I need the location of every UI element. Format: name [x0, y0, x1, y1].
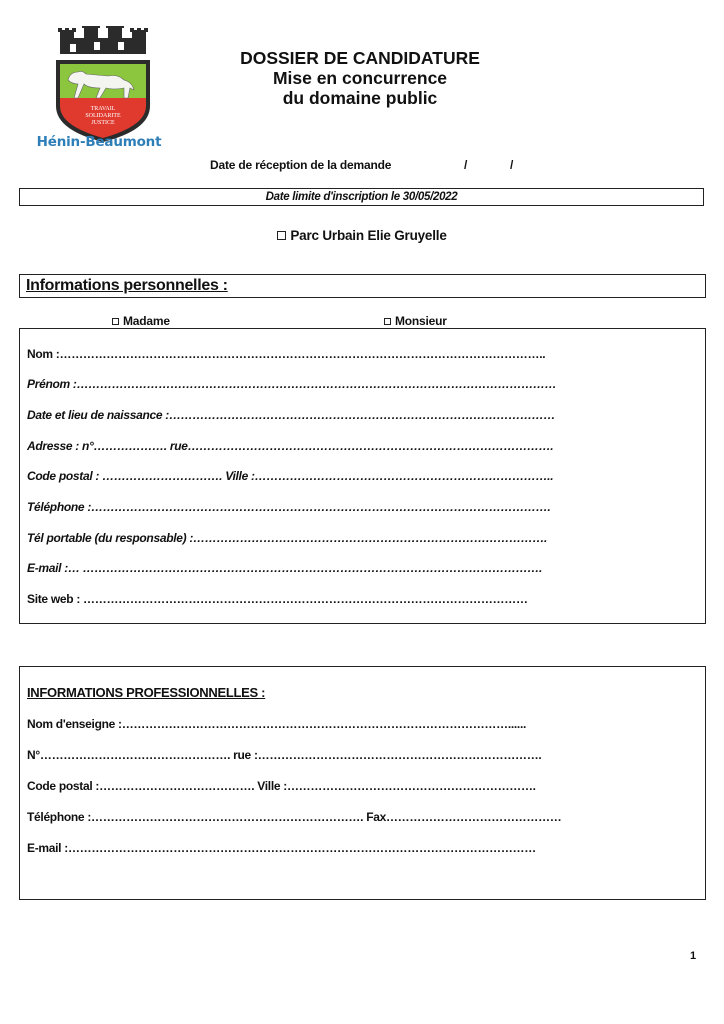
field-pro-email[interactable]: E-mail :…………………………………………………………………………………………………………	[27, 841, 536, 855]
field-site-web[interactable]: Site web : ……………………………………………………………………………………………………	[27, 592, 528, 606]
date-separator: /	[510, 158, 514, 172]
madame-checkbox[interactable]	[112, 318, 119, 325]
page-number: 1	[690, 950, 697, 962]
professional-section-title: INFORMATIONS PROFESSIONNELLES :	[27, 685, 266, 700]
motto-line: SOLIDARITE	[85, 113, 121, 119]
deadline-text: Date limite d'inscription le 30/05/2022	[265, 191, 458, 203]
city-name: Hénin-Beaumont	[36, 134, 162, 150]
site-option[interactable]	[0, 228, 724, 243]
field-telephone[interactable]: Téléphone :……………………………………………………………………………………………………….	[27, 500, 551, 514]
reception-date-label: Date de réception de la demande	[210, 158, 392, 172]
field-code-postal-ville[interactable]: Code postal : …………………………. Ville :…………………………………………………………………..	[27, 469, 554, 483]
monsieur-checkbox[interactable]	[384, 318, 391, 325]
field-pro-code-postal-ville[interactable]: Code postal :…………………………………. Ville :……………………………………………………….	[27, 779, 536, 793]
title-line: DOSSIER DE CANDIDATURE	[240, 48, 480, 68]
field-pro-telephone-fax[interactable]: Téléphone :……………………………………………………………. Fax………………………………………	[27, 810, 562, 824]
deadline-banner	[19, 188, 704, 206]
title-line: Mise en concurrence	[272, 68, 448, 88]
coat-of-arms-icon	[48, 26, 158, 144]
site-checkbox[interactable]	[277, 231, 286, 240]
motto-line: JUSTICE	[91, 120, 115, 126]
document-title	[190, 48, 530, 108]
field-email[interactable]: E-mail :… ……………………………………………………………………………………………………….	[27, 561, 543, 575]
monsieur-label: Monsieur	[395, 314, 447, 328]
field-prenom[interactable]: Prénom :……………………………………………………………………………………………………………	[27, 377, 557, 391]
field-nom[interactable]: Nom :……………………………………………………………………………………………………………..	[27, 347, 546, 361]
field-adresse[interactable]: Adresse : n°………………. rue………………………………………………………………………………….	[27, 439, 554, 453]
site-option-label: Parc Urbain Elie Gruyelle	[290, 228, 447, 243]
date-separator: /	[464, 158, 468, 172]
madame-label: Madame	[123, 314, 170, 328]
civility-madame[interactable]	[112, 314, 170, 328]
personal-info-box	[19, 328, 706, 624]
field-nom-enseigne[interactable]: Nom d'enseigne :………………………………………………………………………………………......	[27, 717, 527, 731]
personal-section-header	[19, 274, 706, 298]
professional-info-box	[19, 666, 706, 900]
title-line: du domaine public	[282, 88, 438, 108]
personal-section-title: Informations personnelles :	[26, 277, 228, 294]
motto-line: TRAVAIL	[90, 106, 116, 112]
field-tel-portable[interactable]: Tél portable (du responsable) :……………………………………………………………………………….	[27, 531, 548, 545]
field-pro-adresse[interactable]: N°…………………………………………. rue :……………………………………………………………….	[27, 748, 542, 762]
civility-monsieur[interactable]	[384, 314, 447, 328]
field-naissance[interactable]: Date et lieu de naissance :………………………………………………………………………………………	[27, 408, 556, 422]
